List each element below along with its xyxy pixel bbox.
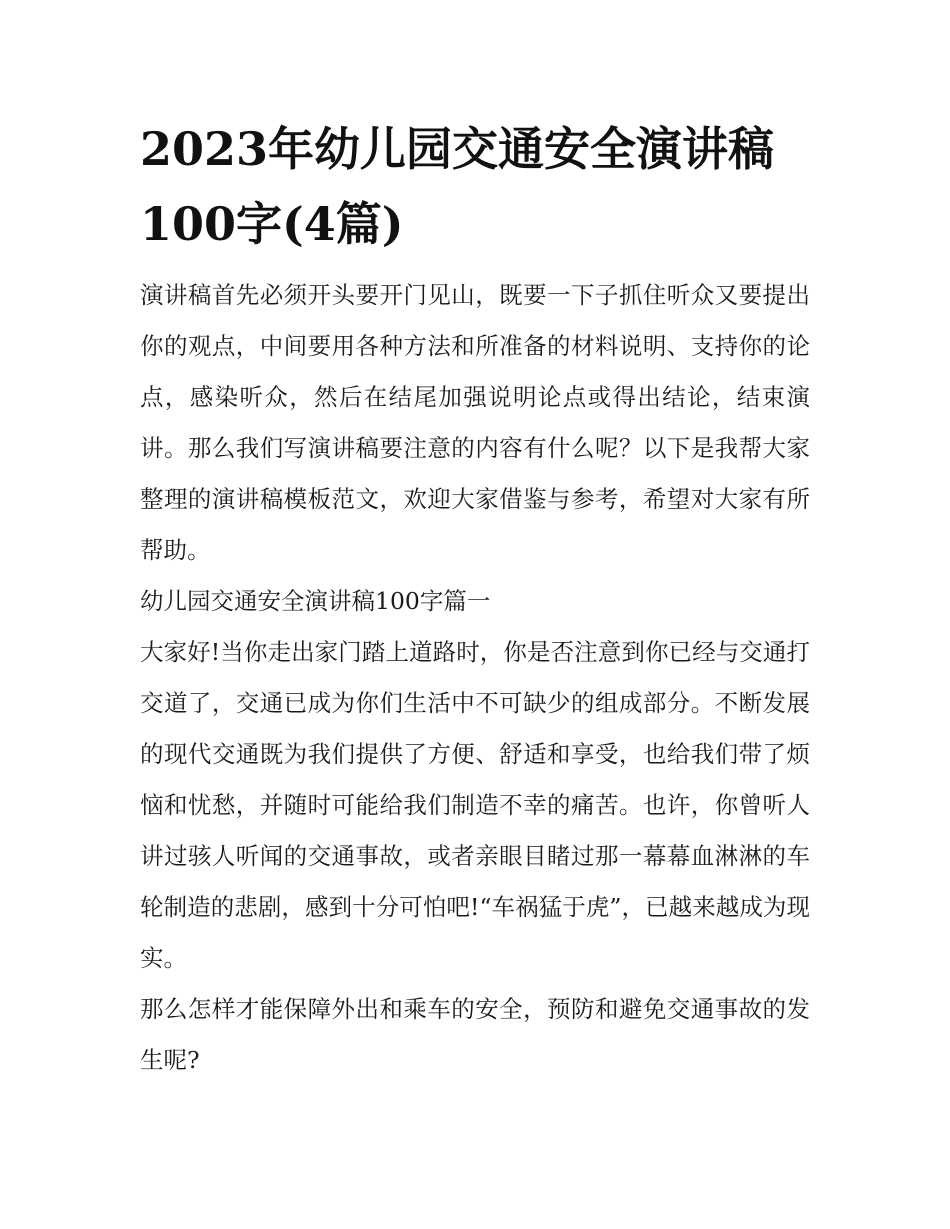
- body-paragraph: 大家好!当你走出家门踏上道路时，你是否注意到你已经与交通打交道了，交通已成为你们生活中不可缺少的组成部分。不断发展的现代交通既为我们提供了方便、舒适和享受，也给我们带了烦恼和忧愁，并随时可能给我们制造不幸的痛苦。也许，你曾听人讲过骇人听闻的交通事故，或者亲眼目睹过那一幕幕血淋淋的车轮制造的悲剧，感到十分可怕吧!“车祸猛于虎”，已越来越成为现实。: [140, 638, 810, 972]
- body-paragraph: 那么怎样才能保障外出和乘车的安全，预防和避免交通事故的发生呢?: [140, 995, 810, 1074]
- document-title: 2023年幼儿园交通安全演讲稿100字(4篇): [140, 122, 775, 251]
- intro-paragraph: 演讲稿首先必须开头要开门见山，既要一下子抓住听众又要提出你的观点，中间要用各种方法和所准备的材料说明、支持你的论点，感染听众，然后在结尾加强说明论点或得出结论，结束演讲。那么我们写演讲稿要注意的内容有什么呢？以下是我帮大家整理的演讲稿模板范文，欢迎大家借鉴与参考，希望对大家有所帮助。: [140, 281, 810, 564]
- section-heading: 幼儿园交通安全演讲稿100字篇一: [140, 587, 491, 615]
- document-body: [140, 112, 810, 1086]
